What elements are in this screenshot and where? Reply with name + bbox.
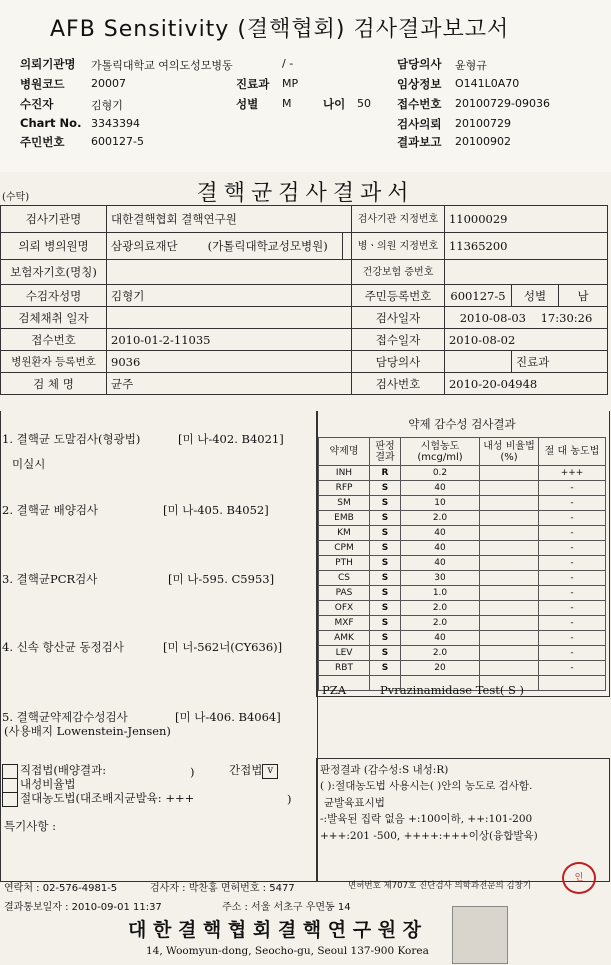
method-direct-close: ) bbox=[190, 765, 195, 779]
result-cell: S bbox=[370, 646, 401, 661]
req-inst-sub: (가톨릭대학교성모병원) bbox=[207, 239, 328, 253]
name-label: 수검자성명 bbox=[1, 285, 107, 307]
info-table bbox=[0, 205, 608, 395]
name-value: 김형기 bbox=[107, 285, 352, 307]
rrn-value: 600127-5 bbox=[91, 135, 144, 148]
recv-no-label: 접수번호 bbox=[1, 329, 107, 351]
indirect-label: 간접법 bbox=[229, 763, 263, 777]
id-label: 주민등록번호 bbox=[351, 285, 444, 307]
absolute-cell: - bbox=[539, 631, 606, 646]
official-seal bbox=[452, 906, 508, 964]
result-cell: S bbox=[370, 541, 401, 556]
footer-phone: 연락처 : 02-576-4981-5 bbox=[4, 883, 118, 894]
test-2-label: 2. 결핵균 배양검사 bbox=[2, 503, 99, 517]
col-drug: 약제명 bbox=[319, 438, 370, 466]
susceptibility-row bbox=[319, 646, 606, 661]
chart-label: Chart No. bbox=[20, 116, 82, 130]
concentration-cell: 40 bbox=[401, 631, 480, 646]
recv-date-value: 2010-08-02 bbox=[444, 329, 607, 351]
req-inst-label: 의뢰 병의원명 bbox=[1, 233, 107, 260]
indirect-checkbox[interactable]: v bbox=[262, 764, 278, 779]
lab-no-label: 검사기관 지정번호 bbox=[351, 206, 444, 233]
req-inst-name: 삼광의료재단 bbox=[111, 239, 178, 253]
chart-value: 3343394 bbox=[91, 117, 140, 130]
resist-ratio-cell bbox=[480, 616, 539, 631]
absolute-cell: - bbox=[539, 496, 606, 511]
resist-ratio-cell bbox=[480, 586, 539, 601]
absolute-cell: - bbox=[539, 616, 606, 631]
test-4-code: [미 너-562너(CY636)] bbox=[163, 640, 283, 654]
doctor-value: 윤형규 bbox=[455, 59, 487, 72]
patient-label: 수진자 bbox=[20, 97, 54, 111]
drug-cell: KM bbox=[319, 526, 370, 541]
clinical-value: O141L0A70 bbox=[455, 77, 520, 90]
institution-slash: / - bbox=[282, 57, 294, 70]
sheet-sex-label: 성별 bbox=[512, 285, 559, 307]
absolute-cell: - bbox=[539, 556, 606, 571]
req-inst-spacer bbox=[342, 233, 351, 260]
rrn-label: 주민번호 bbox=[20, 135, 65, 149]
test-date-value: 2010-08-03 17:30:26 bbox=[444, 307, 607, 329]
drug-cell: PTH bbox=[319, 556, 370, 571]
concentration-cell: 30 bbox=[401, 571, 480, 586]
result-cell: S bbox=[370, 661, 401, 676]
test-3-label: 3. 결핵균PCR검사 bbox=[2, 572, 98, 586]
resist-label: 내성비율법 bbox=[20, 777, 76, 791]
resist-ratio-cell bbox=[480, 526, 539, 541]
absolute-cell: - bbox=[539, 646, 606, 661]
req-inst-value bbox=[107, 233, 343, 260]
lab-no-value: 11000029 bbox=[444, 206, 607, 233]
result-cell: S bbox=[370, 481, 401, 496]
judgement-line-5: +++:201 -500, ++++:+++이상(융합발육) bbox=[320, 830, 538, 842]
result-cell: S bbox=[370, 526, 401, 541]
clinical-label: 임상정보 bbox=[397, 77, 442, 91]
test-5-label: 5. 결핵균약제감수성검사 bbox=[2, 710, 128, 724]
susceptibility-row bbox=[319, 481, 606, 496]
doctor-label: 담당의사 bbox=[397, 57, 442, 71]
dept-value: MP bbox=[282, 77, 299, 90]
hospital-code-value: 20007 bbox=[91, 77, 126, 90]
result-cell: S bbox=[370, 556, 401, 571]
report-title: AFB Sensitivity (결핵협회) 검사결과보고서 bbox=[50, 17, 510, 42]
lab-name-label: 검사기관명 bbox=[1, 206, 107, 233]
footer-examiner: 검사자 : 박찬홍 면허번호 : 5477 bbox=[150, 883, 295, 894]
dept-label: 진료과 bbox=[236, 77, 270, 91]
insurer-label: 보험자기호(명칭) bbox=[1, 260, 107, 285]
test-no-value: 2010-20-04948 bbox=[444, 373, 607, 395]
test-5-code: [미 나-406. B4064] bbox=[175, 710, 281, 724]
report-date-label: 결과보고 bbox=[397, 135, 442, 149]
drug-cell: MXF bbox=[319, 616, 370, 631]
institution-value: 가톨릭대학교 여의도성모병동 bbox=[91, 59, 233, 72]
specimen-value: 균주 bbox=[107, 373, 352, 395]
col-result: 판정 결과 bbox=[370, 438, 401, 466]
resist-ratio-cell bbox=[480, 556, 539, 571]
recv-no-value: 2010-01-2-11035 bbox=[107, 329, 352, 351]
pt-no-value: 9036 bbox=[107, 351, 352, 373]
resist-ratio-cell bbox=[480, 646, 539, 661]
concentration-cell: 40 bbox=[401, 481, 480, 496]
sheet-title: 결핵균검사결과서 bbox=[196, 181, 415, 206]
clinic-no-label: 병ㆍ의원 지정번호 bbox=[351, 233, 444, 260]
concentration-cell: 10 bbox=[401, 496, 480, 511]
resist-ratio-cell bbox=[480, 601, 539, 616]
susceptibility-table bbox=[318, 437, 606, 691]
susceptibility-row bbox=[319, 556, 606, 571]
result-cell: S bbox=[370, 616, 401, 631]
recv-date-label: 접수일자 bbox=[351, 329, 444, 351]
age-label: 나이 bbox=[323, 97, 346, 111]
absolute-cell: - bbox=[539, 661, 606, 676]
test-2-code: [미 나-405. B4052] bbox=[163, 503, 269, 517]
footer-org: 대 한 결 핵 협 회 결 핵 연 구 원 장 bbox=[128, 919, 422, 941]
absolute-cell: - bbox=[539, 511, 606, 526]
attending-label: 담당의사 bbox=[351, 351, 444, 373]
insurer-value bbox=[107, 260, 352, 285]
collect-date-value bbox=[107, 307, 352, 329]
patient-value: 김형기 bbox=[91, 99, 123, 112]
resist-ratio-cell bbox=[480, 511, 539, 526]
request-date-value: 20100729 bbox=[455, 117, 511, 130]
absolute-cell: - bbox=[539, 601, 606, 616]
drug-cell: PAS bbox=[319, 586, 370, 601]
concentration-cell: 20 bbox=[401, 661, 480, 676]
receipt-value: 20100729-09036 bbox=[455, 97, 550, 110]
resist-ratio-cell bbox=[480, 466, 539, 481]
sex-value: M bbox=[282, 97, 292, 110]
drug-cell: AMK bbox=[319, 631, 370, 646]
susceptibility-row bbox=[319, 466, 606, 481]
concentration-cell: 40 bbox=[401, 526, 480, 541]
concentration-cell: 1.0 bbox=[401, 586, 480, 601]
col-concentration: 시험농도 (mcg/ml) bbox=[401, 438, 480, 466]
resist-ratio-cell bbox=[480, 631, 539, 646]
sheet-dept-label: 진료과 bbox=[512, 351, 608, 373]
id-value: 600127-5 bbox=[444, 285, 511, 307]
sheet-sex-value: 남 bbox=[559, 285, 608, 307]
susceptibility-row bbox=[319, 631, 606, 646]
drug-cell: CS bbox=[319, 571, 370, 586]
insurance-no-value bbox=[444, 260, 607, 285]
method-absolute-close: ) bbox=[287, 792, 292, 806]
institution-label: 의뢰기관명 bbox=[20, 57, 76, 71]
special-notes-label: 특기사항 : bbox=[4, 819, 56, 833]
concentration-cell: 2.0 bbox=[401, 646, 480, 661]
susceptibility-row bbox=[319, 586, 606, 601]
absolute-cell: - bbox=[539, 586, 606, 601]
concentration-cell: 40 bbox=[401, 541, 480, 556]
drug-cell: RBT bbox=[319, 661, 370, 676]
footer-notify: 결과통보일자 : 2010-09-01 11:37 bbox=[4, 902, 162, 913]
concentration-cell: 2.0 bbox=[401, 601, 480, 616]
resist-ratio-cell bbox=[480, 571, 539, 586]
susceptibility-title: 약제 감수성 검사결과 bbox=[408, 417, 516, 431]
empty-cell bbox=[539, 676, 606, 691]
test-5-sub: (사용배지 Lowenstein-Jensen) bbox=[4, 724, 171, 738]
absolute-cell: +++ bbox=[539, 466, 606, 481]
consignment-tag: (수탁) bbox=[2, 192, 30, 203]
resist-ratio-cell bbox=[480, 541, 539, 556]
susceptibility-row bbox=[319, 511, 606, 526]
susceptibility-row bbox=[319, 541, 606, 556]
susceptibility-row bbox=[319, 661, 606, 676]
drug-cell: LEV bbox=[319, 646, 370, 661]
direct-label: 직접법(배양결과: bbox=[20, 763, 107, 777]
susceptibility-row bbox=[319, 526, 606, 541]
footer-specialist: 면허번호 제707호 진단검사 의학과전문의 김창기 bbox=[348, 881, 532, 891]
col-absolute: 절 대 농도법 bbox=[539, 438, 606, 466]
test-4-label: 4. 신속 항산균 동정검사 bbox=[2, 640, 124, 654]
method-absolute bbox=[2, 790, 194, 807]
test-1-code: [미 나-402. B4021] bbox=[178, 432, 284, 446]
request-date-label: 검사의뢰 bbox=[397, 117, 442, 131]
resist-ratio-cell bbox=[480, 496, 539, 511]
test-1-result: 미실시 bbox=[12, 457, 46, 471]
result-cell: S bbox=[370, 601, 401, 616]
concentration-cell: 40 bbox=[401, 556, 480, 571]
pza-label: PZA bbox=[322, 683, 347, 697]
clinic-no-value: 11365200 bbox=[444, 233, 607, 260]
test-1-label: 1. 결핵균 도말검사(형광법) bbox=[2, 432, 141, 446]
pza-value: Pvrazinamidase Test( S ) bbox=[380, 683, 525, 697]
susceptibility-row bbox=[319, 601, 606, 616]
age-value: 50 bbox=[357, 97, 371, 110]
absolute-checkbox[interactable] bbox=[2, 792, 18, 807]
drug-cell: SM bbox=[319, 496, 370, 511]
result-cell: S bbox=[370, 586, 401, 601]
drug-cell: EMB bbox=[319, 511, 370, 526]
specialist-seal: 인 bbox=[562, 862, 596, 894]
result-cell: S bbox=[370, 571, 401, 586]
absolute-cell: - bbox=[539, 541, 606, 556]
sex-label: 성별 bbox=[236, 97, 259, 111]
concentration-cell: 2.0 bbox=[401, 616, 480, 631]
judgement-line-3: 균발육표시법 bbox=[324, 797, 385, 809]
drug-cell: RFP bbox=[319, 481, 370, 496]
drug-cell: OFX bbox=[319, 601, 370, 616]
result-cell: S bbox=[370, 496, 401, 511]
footer-english-address: 14, Woomyun-dong, Seocho-gu, Seoul 137-900 Korea bbox=[146, 945, 429, 957]
resist-ratio-cell bbox=[480, 481, 539, 496]
resist-ratio-cell bbox=[480, 661, 539, 676]
receipt-label: 접수번호 bbox=[397, 97, 442, 111]
lab-name-value: 대한결핵협회 결핵연구원 bbox=[107, 206, 352, 233]
insurance-no-label: 건강보험 증번호 bbox=[351, 260, 444, 285]
concentration-cell: 0.2 bbox=[401, 466, 480, 481]
drug-cell: INH bbox=[319, 466, 370, 481]
attending-value bbox=[444, 351, 511, 373]
susceptibility-row bbox=[319, 571, 606, 586]
test-no-label: 검사번호 bbox=[351, 373, 444, 395]
susceptibility-row bbox=[319, 616, 606, 631]
susceptibility-row bbox=[319, 496, 606, 511]
absolute-cell: - bbox=[539, 526, 606, 541]
absolute-label: 절대농도법(대조배지균발육: +++ bbox=[20, 791, 195, 805]
col-resist-ratio: 내성 비율법(%) bbox=[480, 438, 539, 466]
report-date-value: 20100902 bbox=[455, 135, 511, 148]
test-3-code: [미 나-595. C5953] bbox=[168, 572, 275, 586]
result-cell: S bbox=[370, 631, 401, 646]
collect-date-label: 검체채취 일자 bbox=[1, 307, 107, 329]
absolute-cell: - bbox=[539, 571, 606, 586]
judgement-line-1: 판정결과 (감수성:S 내성:R) bbox=[320, 764, 449, 776]
specimen-label: 검 체 명 bbox=[1, 373, 107, 395]
judgement-line-2: ( ):절대농도법 사용시는( )안의 농도로 검사함. bbox=[320, 780, 533, 792]
hospital-code-label: 병원코드 bbox=[20, 77, 65, 91]
footer-address: 주소 : 서울 서초구 우면동 14 bbox=[222, 902, 351, 913]
absolute-cell: - bbox=[539, 481, 606, 496]
method-indirect bbox=[229, 762, 280, 779]
result-cell: S bbox=[370, 511, 401, 526]
test-date-label: 검사일자 bbox=[351, 307, 444, 329]
result-cell: R bbox=[370, 466, 401, 481]
drug-cell: CPM bbox=[319, 541, 370, 556]
judgement-line-4: -:발육된 집락 없음 +:100이하, ++:101-200 bbox=[320, 813, 533, 825]
concentration-cell: 2.0 bbox=[401, 511, 480, 526]
pt-no-label: 병원환자 등록번호 bbox=[1, 351, 107, 373]
